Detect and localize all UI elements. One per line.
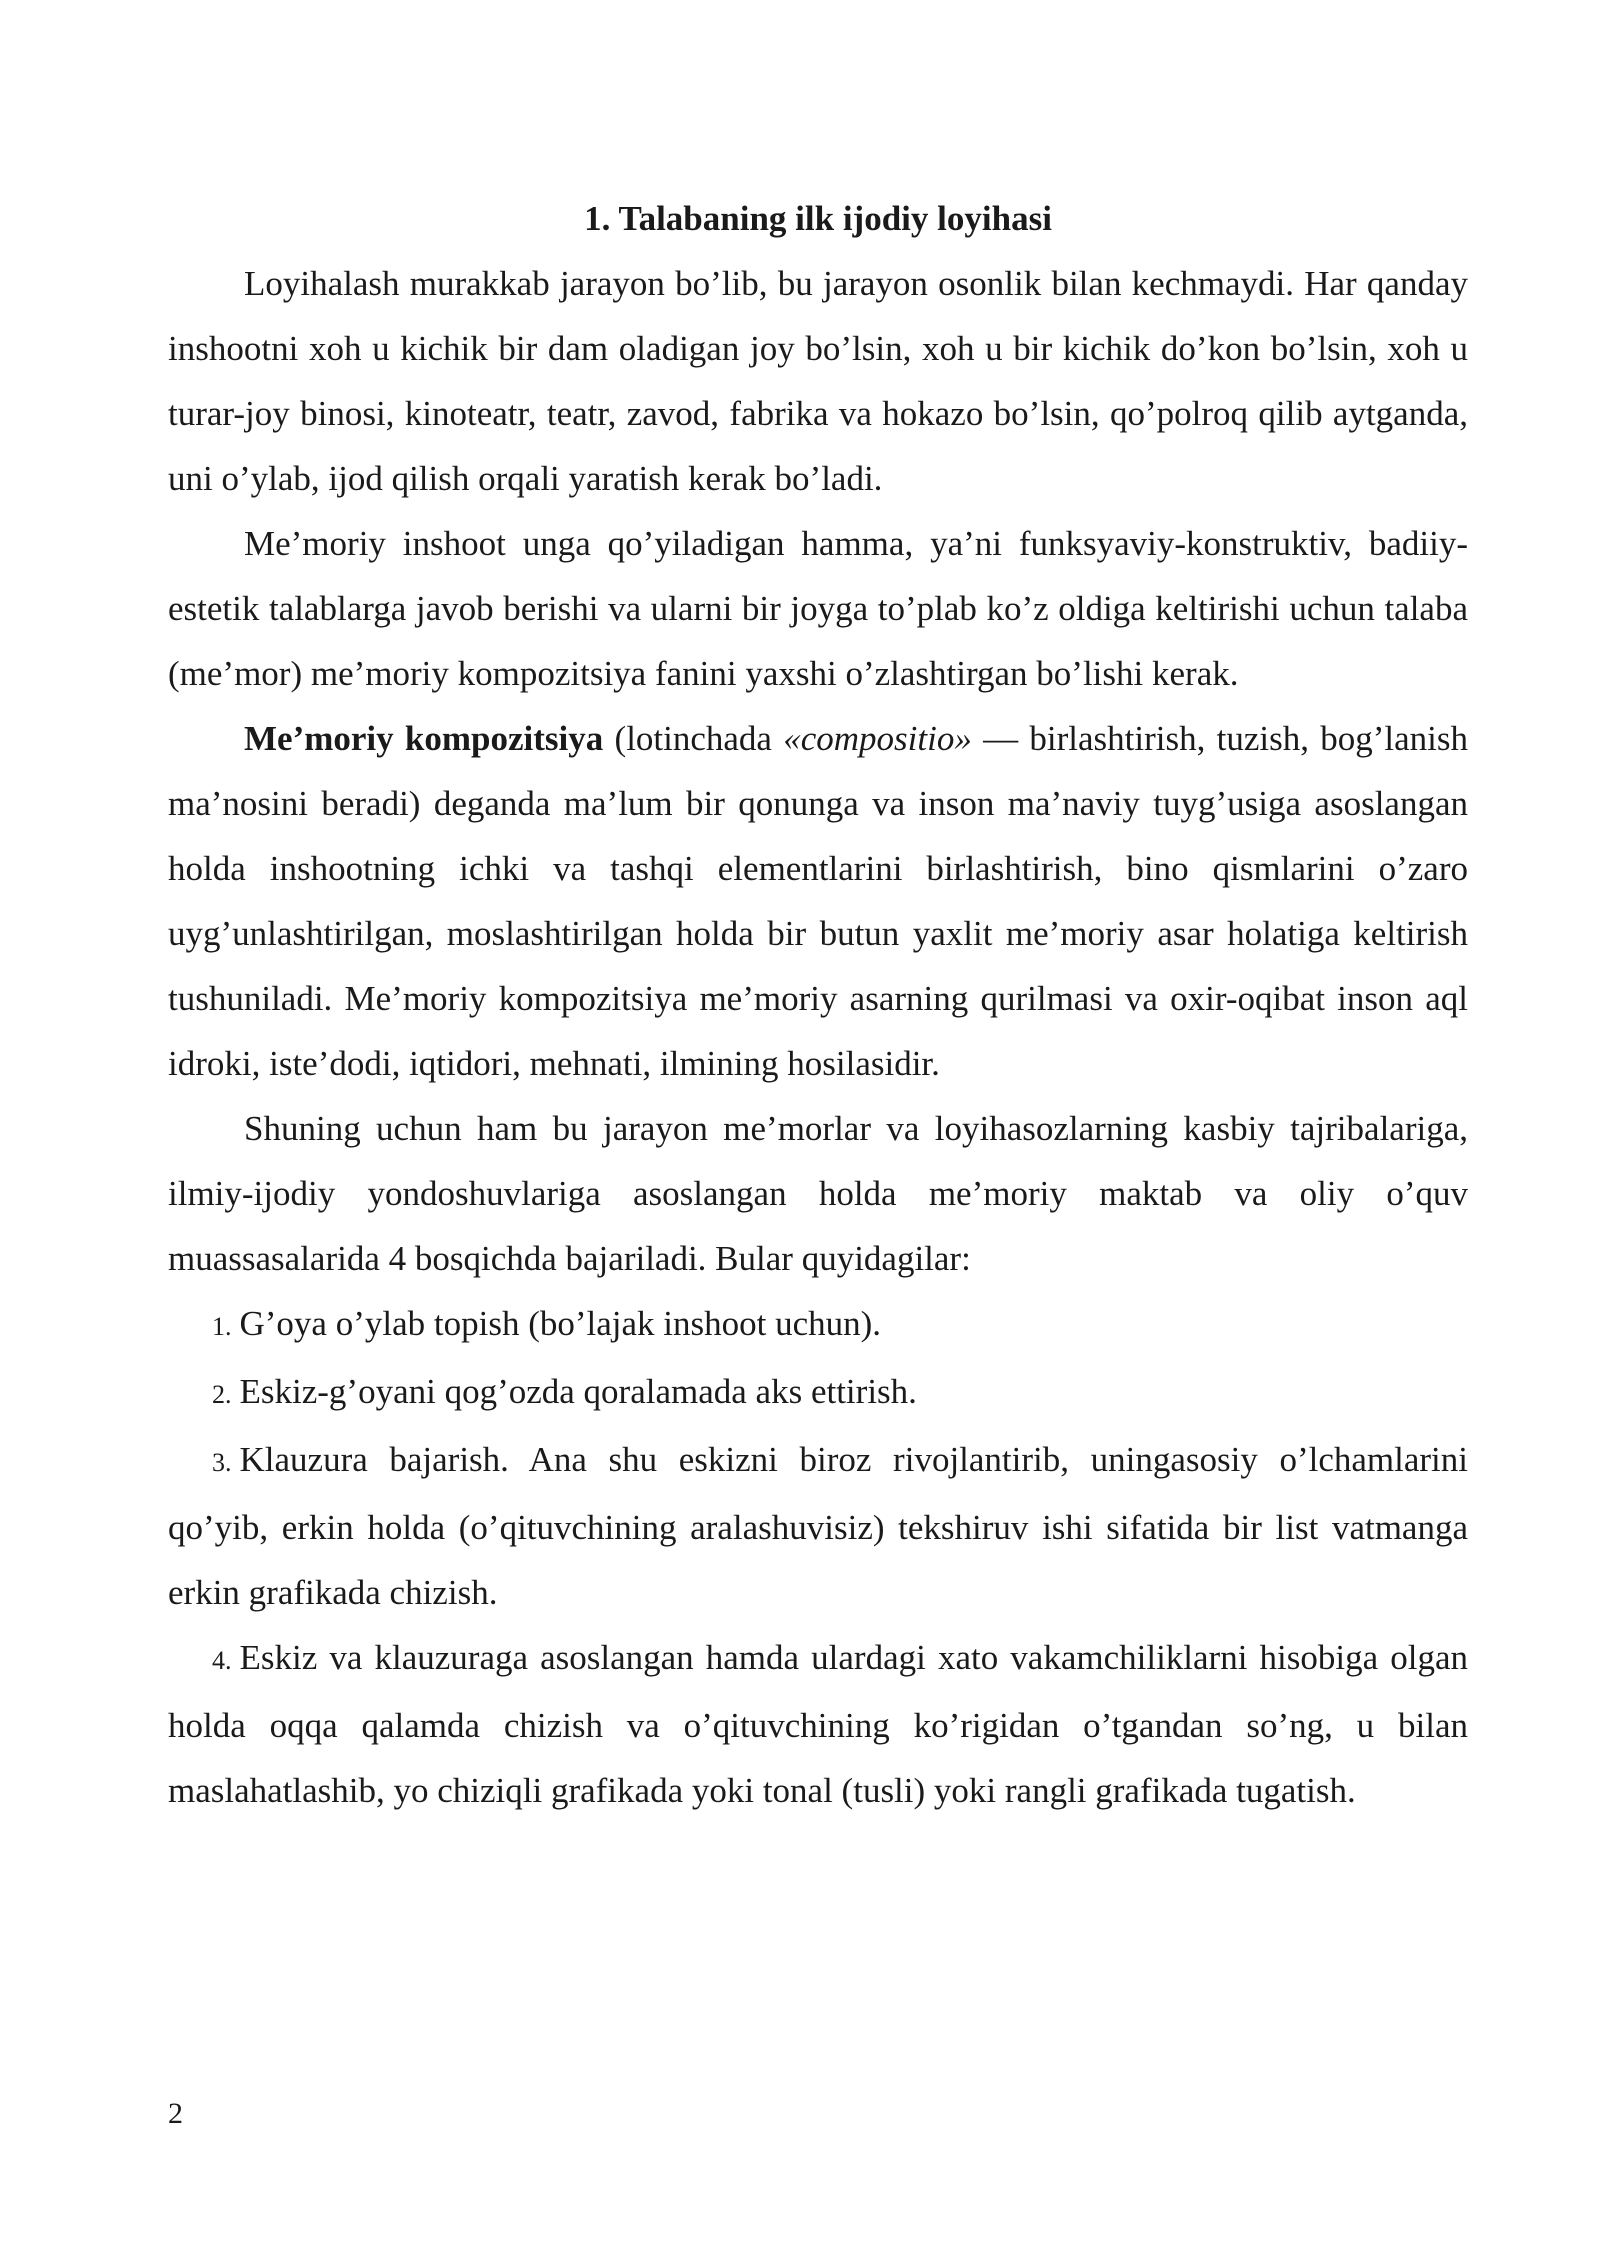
section-title: 1. Talabaning ilk ijodiy loyihasi: [584, 199, 1052, 238]
list-item-text: G’oya o’ylab topish (bo’lajak inshoot uchun).: [239, 1304, 882, 1343]
list-item-text: Eskiz va klauzuraga asoslangan hamda ulardagi xato vakamchiliklarni hisobiga olgan holda oqqa qalamda chizish va o’qituvchining ko’rigidan o’tgandan so’ng, u bilan maslahatlashib, yo chiziqli grafikada yoki tonal (tusli) yoki rangli grafikada tugatish.: [168, 1638, 1468, 1810]
definition-latin-word: «compositio»: [783, 719, 972, 758]
list-item-number: 1.: [212, 1312, 232, 1341]
list-item-text: Klauzura bajarish. Ana shu eskizni biroz rivojlantirib, uningasosiy o’lchamlarini qo’yib, erkin holda (o’qituvchining aralashuvisiz) tekshiruv ishi sifatida bir list vatmanga erkin grafikada chizish.: [168, 1440, 1468, 1612]
list-item-number: 4.: [212, 1646, 232, 1675]
list-item: [168, 1291, 1468, 1359]
list-item: [168, 1359, 1468, 1427]
list-item-text: Eskiz-g’oyani qog’ozda qoralamada aks ettirish.: [239, 1372, 917, 1411]
paragraph-definition: [168, 706, 1468, 1096]
list-item: [168, 1625, 1468, 1823]
definition-body: — birlashtirish, tuzish, bog’lanish ma’nosini beradi) deganda ma’lum bir qonunga va inson ma’naviy tuyg’usiga asoslangan holda inshootning ichki va tashqi elementlarini birlashtirish, bino qismlarini o’zaro uyg’unlashtirilgan, moslashtirilgan holda bir butun yaxlit me’moriy asar holatiga keltirish tushuniladi. Me’moriy kompozitsiya me’moriy asarning qurilmasi va oxir-oqibat inson aql idroki, iste’dodi, iqtidori, mehnati, ilmining hosilasidir.: [168, 719, 1469, 1083]
list-item-number: 2.: [212, 1380, 232, 1409]
paragraph-intro: Loyihalash murakkab jarayon bo’lib, bu jarayon osonlik bilan kechmaydi. Har qanday inshootni xoh u kichik bir dam oladigan joy bo’lsin, xoh u bir kichik do’kon bo’lsin, xoh u turar-joy binosi, kinoteatr, teatr, zavod, fabrika va hokazo bo’lsin, qo’polroq qilib aytganda, uni o’ylab, ijod qilish orqali yaratish kerak bo’ladi.: [168, 264, 1468, 498]
definition-term: Me’moriy kompozitsiya: [244, 719, 604, 758]
list-item: [168, 1427, 1468, 1625]
page-number: 2: [168, 2097, 183, 2130]
paragraph-requirements: Me’moriy inshoot unga qo’yiladigan hamma, ya’ni funksyaviy-konstruktiv, badiiy-estetik talablarga javob berishi va ularni bir joyga to’plab ko’z oldiga keltirishi uchun talaba (me’mor) me’moriy kompozitsiya fanini yaxshi o’zlashtirgan bo’lishi kerak.: [168, 524, 1468, 693]
list-item-number: 3.: [212, 1448, 232, 1477]
page-content: [168, 186, 1468, 1823]
definition-before-latin: (lotinchada: [603, 719, 784, 758]
paragraph-stages-intro: Shuning uchun ham bu jarayon me’morlar va loyihasozlarning kasbiy tajribalariga, ilmiy-ijodiy yondoshuvlariga asoslangan holda me’moriy maktab va oliy o’quv muassasalarida 4 bosqichda bajariladi. Bular quyidagilar:: [168, 1109, 1468, 1278]
